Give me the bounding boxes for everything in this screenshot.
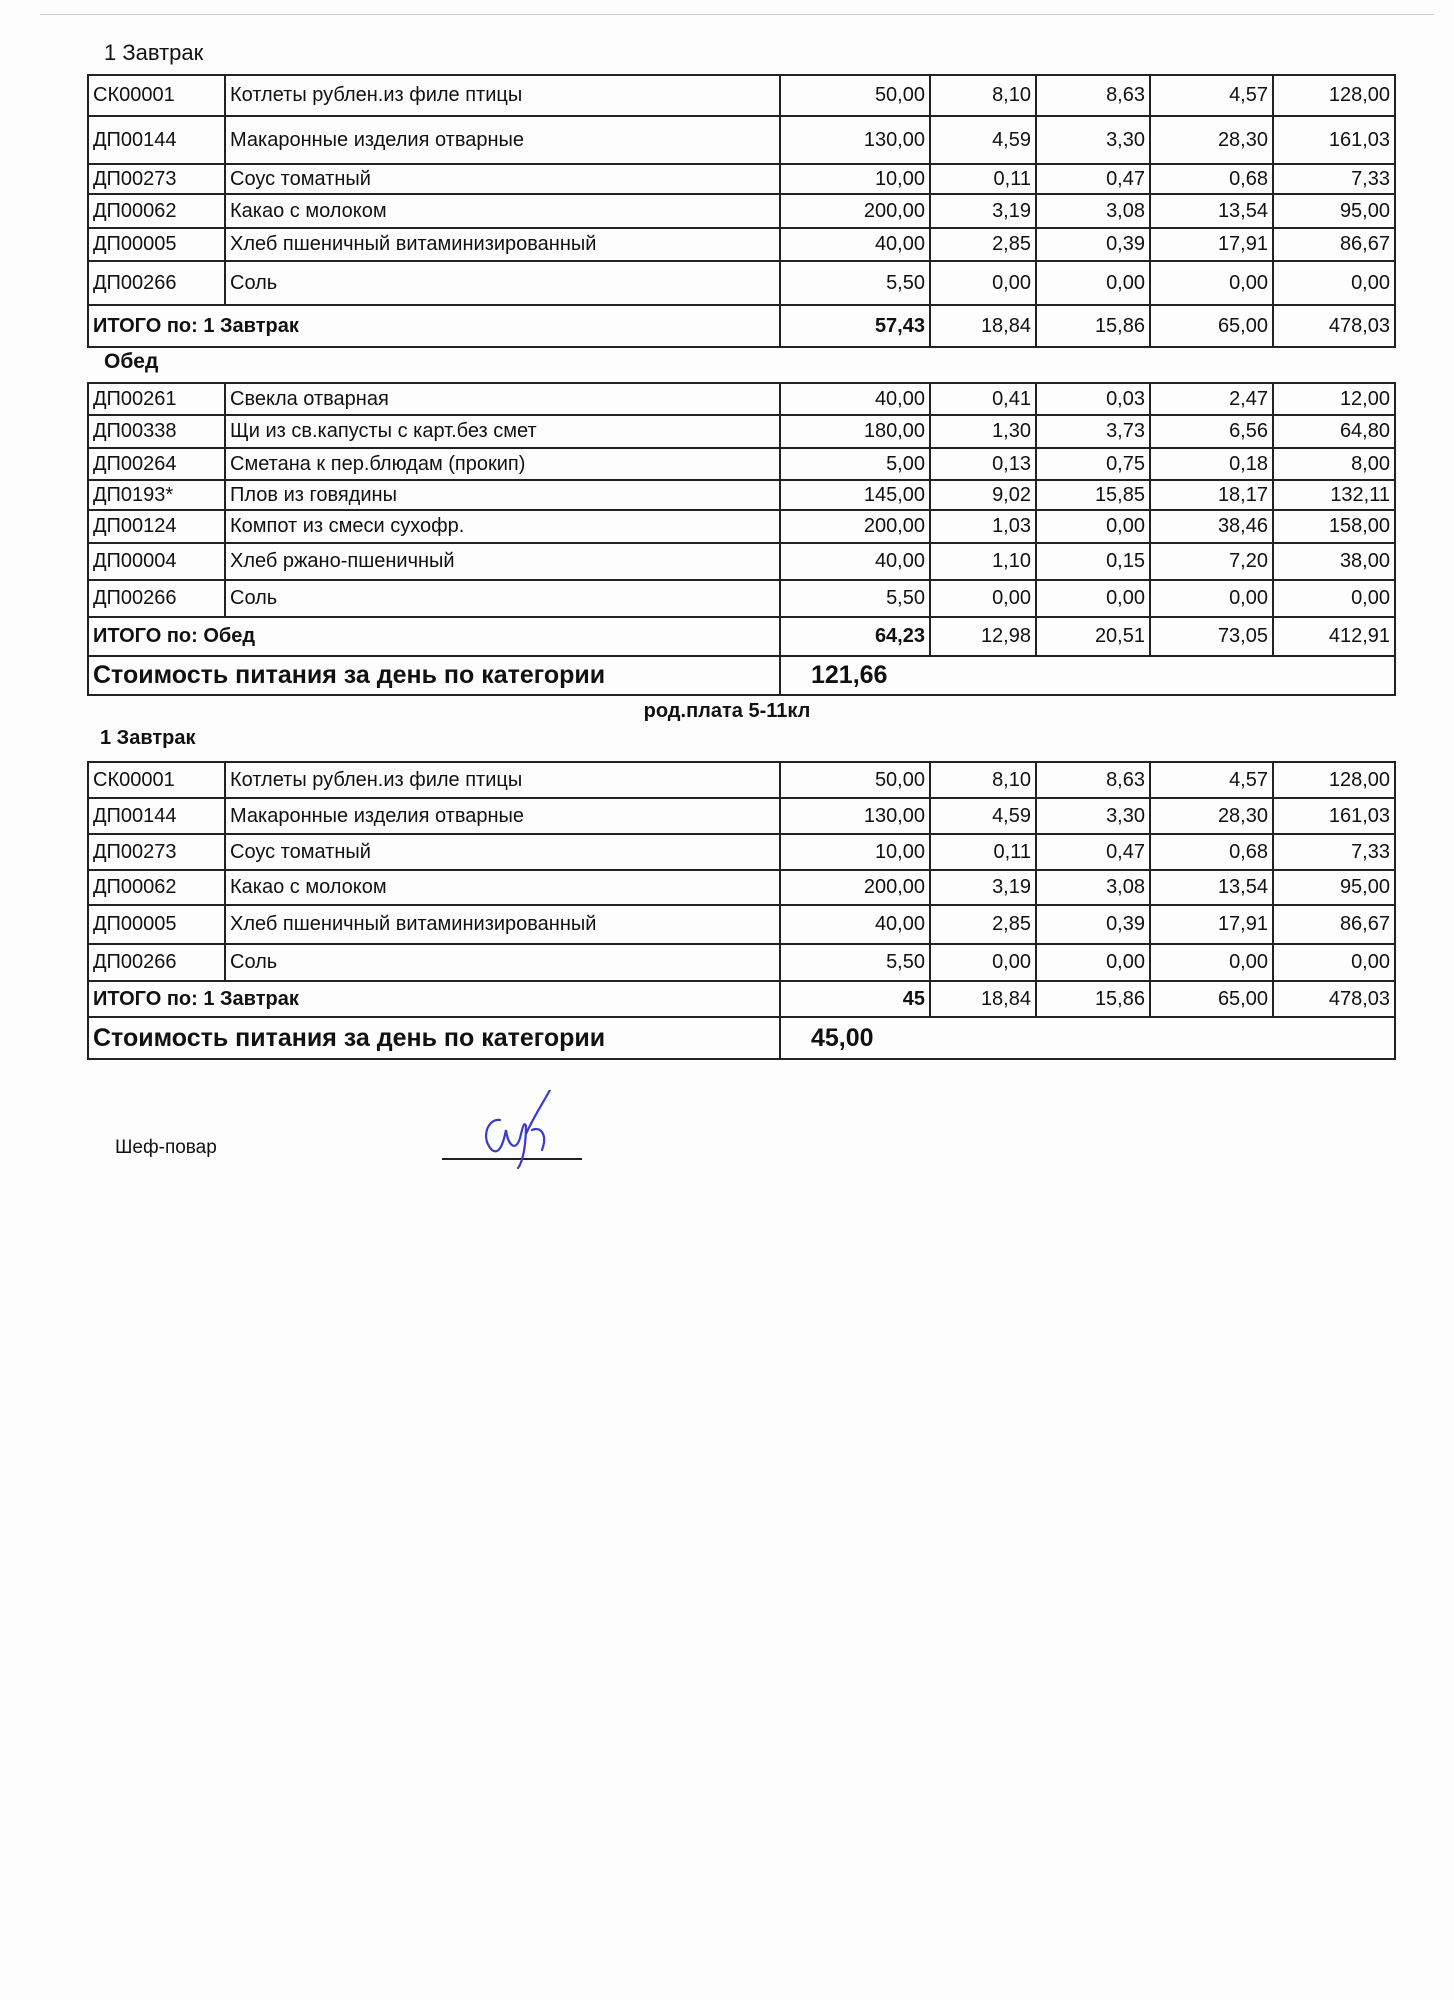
total-row	[88, 617, 1395, 656]
item-protein: 0,11	[930, 164, 1036, 194]
item-kcal: 38,00	[1273, 543, 1395, 580]
item-code: ДП00261	[88, 383, 225, 415]
item-kcal: 8,00	[1273, 448, 1395, 480]
table-row	[88, 194, 1395, 228]
item-fat: 0,00	[1036, 261, 1150, 305]
table-row	[88, 834, 1395, 870]
item-code: СК00001	[88, 762, 225, 798]
item-protein: 2,85	[930, 228, 1036, 261]
item-kcal: 12,00	[1273, 383, 1395, 415]
item-carbs: 0,00	[1150, 580, 1273, 617]
item-carbs: 4,57	[1150, 762, 1273, 798]
item-kcal: 64,80	[1273, 415, 1395, 448]
item-protein: 0,00	[930, 944, 1036, 981]
daily-cost-value: 45,00	[780, 1017, 1395, 1059]
item-fat: 3,30	[1036, 798, 1150, 834]
item-fat: 0,00	[1036, 510, 1150, 543]
item-kcal: 128,00	[1273, 75, 1395, 116]
total-carbs: 65,00	[1150, 981, 1273, 1017]
item-fat: 0,39	[1036, 228, 1150, 261]
item-weight: 50,00	[780, 762, 930, 798]
item-name: Макаронные изделия отварные	[225, 798, 780, 834]
table-row	[88, 762, 1395, 798]
total-protein: 12,98	[930, 617, 1036, 656]
item-fat: 0,15	[1036, 543, 1150, 580]
item-fat: 3,73	[1036, 415, 1150, 448]
item-weight: 5,50	[780, 944, 930, 981]
table-row	[88, 75, 1395, 116]
table-row	[88, 228, 1395, 261]
item-weight: 10,00	[780, 164, 930, 194]
item-weight: 145,00	[780, 480, 930, 510]
item-carbs: 28,30	[1150, 116, 1273, 164]
chef-label: Шеф-повар	[115, 1137, 217, 1158]
item-carbs: 0,00	[1150, 261, 1273, 305]
total-carbs: 65,00	[1150, 305, 1273, 347]
item-carbs: 4,57	[1150, 75, 1273, 116]
item-name: Свекла отварная	[225, 383, 780, 415]
item-weight: 130,00	[780, 116, 930, 164]
item-fat: 0,00	[1036, 944, 1150, 981]
item-carbs: 28,30	[1150, 798, 1273, 834]
total-kcal: 478,03	[1273, 305, 1395, 347]
breakfast-paid-table	[87, 761, 1396, 1060]
item-code: СК00001	[88, 75, 225, 116]
total-kcal: 478,03	[1273, 981, 1395, 1017]
item-fat: 0,03	[1036, 383, 1150, 415]
item-code: ДП00005	[88, 228, 225, 261]
item-weight: 50,00	[780, 75, 930, 116]
item-kcal: 0,00	[1273, 944, 1395, 981]
item-weight: 200,00	[780, 194, 930, 228]
item-fat: 15,85	[1036, 480, 1150, 510]
daily-cost-row	[88, 656, 1395, 695]
item-carbs: 0,00	[1150, 944, 1273, 981]
item-carbs: 0,68	[1150, 164, 1273, 194]
item-protein: 1,03	[930, 510, 1036, 543]
item-protein: 0,41	[930, 383, 1036, 415]
item-fat: 3,08	[1036, 194, 1150, 228]
item-name: Соус томатный	[225, 164, 780, 194]
item-weight: 40,00	[780, 228, 930, 261]
item-weight: 40,00	[780, 383, 930, 415]
item-carbs: 17,91	[1150, 905, 1273, 944]
total-fat: 15,86	[1036, 305, 1150, 347]
item-protein: 3,19	[930, 870, 1036, 905]
item-name: Плов из говядины	[225, 480, 780, 510]
item-name: Компот из смеси сухофр.	[225, 510, 780, 543]
breakfast-table	[87, 74, 1396, 348]
item-carbs: 17,91	[1150, 228, 1273, 261]
item-kcal: 161,03	[1273, 116, 1395, 164]
item-code: ДП00266	[88, 944, 225, 981]
table-row	[88, 480, 1395, 510]
item-carbs: 13,54	[1150, 870, 1273, 905]
item-kcal: 95,00	[1273, 870, 1395, 905]
item-name: Макаронные изделия отварные	[225, 116, 780, 164]
item-weight: 40,00	[780, 905, 930, 944]
page-edge	[40, 14, 1434, 15]
total-row	[88, 981, 1395, 1017]
table-row	[88, 798, 1395, 834]
item-code: ДП00062	[88, 870, 225, 905]
item-carbs: 0,68	[1150, 834, 1273, 870]
item-fat: 3,30	[1036, 116, 1150, 164]
item-protein: 3,19	[930, 194, 1036, 228]
item-kcal: 132,11	[1273, 480, 1395, 510]
item-kcal: 158,00	[1273, 510, 1395, 543]
item-fat: 0,75	[1036, 448, 1150, 480]
item-name: Какао с молоком	[225, 194, 780, 228]
item-code: ДП00338	[88, 415, 225, 448]
item-code: ДП00264	[88, 448, 225, 480]
table-row	[88, 905, 1395, 944]
table-row	[88, 543, 1395, 580]
item-name: Соль	[225, 261, 780, 305]
signature-icon	[470, 1090, 580, 1170]
item-carbs: 18,17	[1150, 480, 1273, 510]
item-name: Хлеб ржано-пшеничный	[225, 543, 780, 580]
item-protein: 1,30	[930, 415, 1036, 448]
item-carbs: 13,54	[1150, 194, 1273, 228]
section-heading-breakfast-paid: 1 Завтрак	[100, 727, 196, 749]
item-protein: 0,00	[930, 261, 1036, 305]
table-row	[88, 261, 1395, 305]
item-code: ДП00004	[88, 543, 225, 580]
item-fat: 8,63	[1036, 75, 1150, 116]
total-cost: 64,23	[780, 617, 930, 656]
table-row	[88, 870, 1395, 905]
item-protein: 9,02	[930, 480, 1036, 510]
item-weight: 130,00	[780, 798, 930, 834]
category-heading: род.плата 5-11кл	[643, 700, 811, 722]
total-label: ИТОГО по: 1 Завтрак	[88, 305, 780, 347]
item-code: ДП00273	[88, 164, 225, 194]
item-protein: 0,13	[930, 448, 1036, 480]
item-code: ДП00266	[88, 261, 225, 305]
item-code: ДП00062	[88, 194, 225, 228]
item-weight: 10,00	[780, 834, 930, 870]
table-row	[88, 580, 1395, 617]
item-protein: 4,59	[930, 116, 1036, 164]
item-protein: 0,00	[930, 580, 1036, 617]
item-weight: 40,00	[780, 543, 930, 580]
item-code: ДП00273	[88, 834, 225, 870]
item-code: ДП0193*	[88, 480, 225, 510]
item-fat: 8,63	[1036, 762, 1150, 798]
total-row	[88, 305, 1395, 347]
item-kcal: 95,00	[1273, 194, 1395, 228]
item-code: ДП00005	[88, 905, 225, 944]
item-kcal: 161,03	[1273, 798, 1395, 834]
item-kcal: 0,00	[1273, 261, 1395, 305]
table-row	[88, 383, 1395, 415]
table-row	[88, 944, 1395, 981]
item-code: ДП00144	[88, 798, 225, 834]
lunch-table	[87, 382, 1396, 696]
item-kcal: 0,00	[1273, 580, 1395, 617]
table-row	[88, 116, 1395, 164]
item-name: Хлеб пшеничный витаминизированный	[225, 905, 780, 944]
item-weight: 5,00	[780, 448, 930, 480]
item-kcal: 128,00	[1273, 762, 1395, 798]
item-name: Щи из св.капусты с карт.без смет	[225, 415, 780, 448]
total-carbs: 73,05	[1150, 617, 1273, 656]
item-name: Соус томатный	[225, 834, 780, 870]
item-protein: 0,11	[930, 834, 1036, 870]
total-protein: 18,84	[930, 305, 1036, 347]
item-kcal: 7,33	[1273, 164, 1395, 194]
item-fat: 0,47	[1036, 834, 1150, 870]
item-protein: 8,10	[930, 762, 1036, 798]
item-kcal: 7,33	[1273, 834, 1395, 870]
item-carbs: 2,47	[1150, 383, 1273, 415]
item-fat: 0,00	[1036, 580, 1150, 617]
table-row	[88, 415, 1395, 448]
item-weight: 5,50	[780, 261, 930, 305]
item-code: ДП00124	[88, 510, 225, 543]
total-cost: 57,43	[780, 305, 930, 347]
item-code: ДП00144	[88, 116, 225, 164]
item-name: Котлеты рублен.из филе птицы	[225, 75, 780, 116]
total-protein: 18,84	[930, 981, 1036, 1017]
item-fat: 0,39	[1036, 905, 1150, 944]
total-fat: 15,86	[1036, 981, 1150, 1017]
item-protein: 8,10	[930, 75, 1036, 116]
item-name: Хлеб пшеничный витаминизированный	[225, 228, 780, 261]
item-carbs: 0,18	[1150, 448, 1273, 480]
daily-cost-label: Стоимость питания за день по категории	[88, 1017, 780, 1059]
section-heading-breakfast: 1 Завтрак	[104, 40, 204, 65]
table-row	[88, 448, 1395, 480]
table-row	[88, 164, 1395, 194]
item-carbs: 6,56	[1150, 415, 1273, 448]
item-protein: 1,10	[930, 543, 1036, 580]
item-weight: 180,00	[780, 415, 930, 448]
item-name: Сметана к пер.блюдам (прокип)	[225, 448, 780, 480]
total-kcal: 412,91	[1273, 617, 1395, 656]
item-code: ДП00266	[88, 580, 225, 617]
section-heading-lunch: Обед	[104, 350, 159, 373]
daily-cost-value: 121,66	[780, 656, 1395, 695]
total-label: ИТОГО по: 1 Завтрак	[88, 981, 780, 1017]
item-name: Соль	[225, 580, 780, 617]
item-carbs: 38,46	[1150, 510, 1273, 543]
item-carbs: 7,20	[1150, 543, 1273, 580]
item-name: Котлеты рублен.из филе птицы	[225, 762, 780, 798]
item-name: Какао с молоком	[225, 870, 780, 905]
item-kcal: 86,67	[1273, 905, 1395, 944]
total-label: ИТОГО по: Обед	[88, 617, 780, 656]
total-cost: 45	[780, 981, 930, 1017]
item-fat: 0,47	[1036, 164, 1150, 194]
table-row	[88, 510, 1395, 543]
item-weight: 200,00	[780, 870, 930, 905]
daily-cost-row	[88, 1017, 1395, 1059]
item-kcal: 86,67	[1273, 228, 1395, 261]
total-fat: 20,51	[1036, 617, 1150, 656]
item-weight: 5,50	[780, 580, 930, 617]
item-protein: 4,59	[930, 798, 1036, 834]
item-fat: 3,08	[1036, 870, 1150, 905]
item-weight: 200,00	[780, 510, 930, 543]
daily-cost-label: Стоимость питания за день по категории	[88, 656, 780, 695]
item-protein: 2,85	[930, 905, 1036, 944]
item-name: Соль	[225, 944, 780, 981]
